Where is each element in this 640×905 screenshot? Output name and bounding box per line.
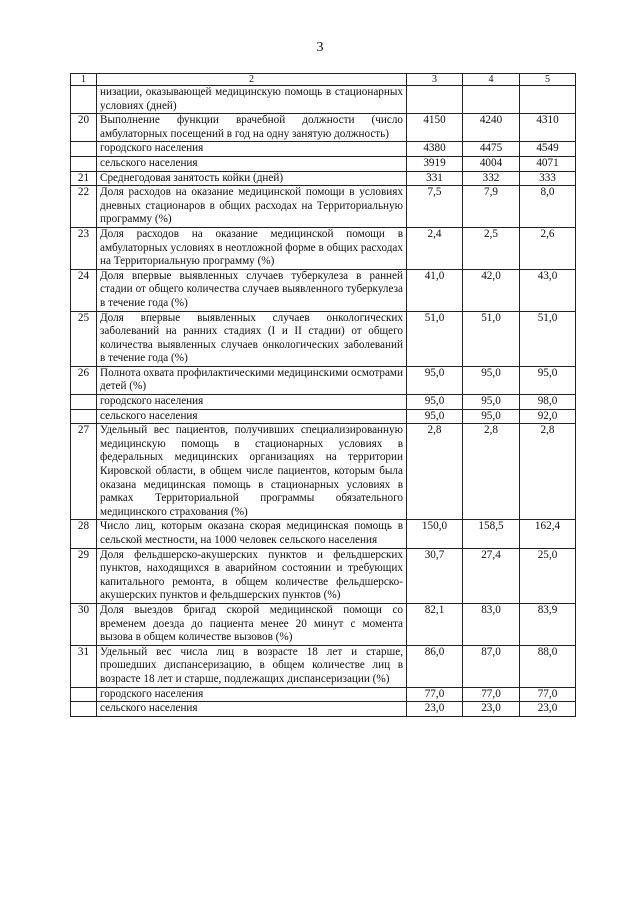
row-number (71, 687, 97, 702)
value-year-2: 2,5 (463, 227, 520, 269)
row-number: 22 (71, 186, 97, 228)
value-year-1: 4380 (407, 142, 463, 157)
value-year-3: 4071 (520, 156, 576, 171)
value-year-1: 331 (407, 171, 463, 186)
value-year-2: 83,0 (463, 603, 520, 645)
table-row (71, 548, 576, 603)
indicators-table (70, 73, 576, 717)
column-numbers-row (71, 74, 576, 86)
indicator-description: Полнота охвата профилактическими медицинскими осмотрами детей (%) (97, 366, 407, 394)
value-year-1: 95,0 (407, 395, 463, 410)
value-year-2: 95,0 (463, 366, 520, 394)
value-year-3: 8,0 (520, 186, 576, 228)
table-row (71, 409, 576, 424)
row-number: 28 (71, 520, 97, 548)
indicator-description: низации, оказывающей медицинскую помощь в стационарных условиях (дней) (97, 86, 407, 114)
value-year-3: 162,4 (520, 520, 576, 548)
value-year-1: 30,7 (407, 548, 463, 603)
indicator-description: Доля впервые выявленных случаев онкологических заболеваний на ранних стадиях (I и II стадии) от общего количества выявленных случаев онкологических заболеваний в течение года (%) (97, 311, 407, 366)
value-year-2: 4475 (463, 142, 520, 157)
table-row (71, 171, 576, 186)
indicator-description: городского населения (97, 687, 407, 702)
value-year-2: 23,0 (463, 702, 520, 717)
column-number: 5 (520, 74, 576, 86)
value-year-2: 27,4 (463, 548, 520, 603)
value-year-1: 82,1 (407, 603, 463, 645)
indicator-description: городского населения (97, 395, 407, 410)
value-year-1: 23,0 (407, 702, 463, 717)
value-year-3: 4310 (520, 114, 576, 142)
column-number: 1 (71, 74, 97, 86)
row-number: 24 (71, 269, 97, 311)
value-year-1: 41,0 (407, 269, 463, 311)
value-year-2: 42,0 (463, 269, 520, 311)
table-row (71, 114, 576, 142)
value-year-1: 150,0 (407, 520, 463, 548)
row-number: 25 (71, 311, 97, 366)
indicator-description: Удельный вес числа лиц в возрасте 18 лет и старше, прошедших диспансеризацию, в общем количестве лиц в возрасте 18 лет и старше, подлежащих диспансеризации (%) (97, 645, 407, 687)
table-row (71, 142, 576, 157)
row-number (71, 395, 97, 410)
value-year-1: 2,8 (407, 424, 463, 520)
value-year-3 (520, 86, 576, 114)
row-number (71, 142, 97, 157)
value-year-3: 43,0 (520, 269, 576, 311)
value-year-2: 7,9 (463, 186, 520, 228)
table-row (71, 520, 576, 548)
value-year-3: 2,8 (520, 424, 576, 520)
row-number: 21 (71, 171, 97, 186)
table-row (71, 424, 576, 520)
value-year-3: 333 (520, 171, 576, 186)
row-number: 23 (71, 227, 97, 269)
table-row (71, 86, 576, 114)
value-year-2: 2,8 (463, 424, 520, 520)
value-year-1: 2,4 (407, 227, 463, 269)
row-number: 30 (71, 603, 97, 645)
value-year-2: 51,0 (463, 311, 520, 366)
value-year-3: 2,6 (520, 227, 576, 269)
column-number: 4 (463, 74, 520, 86)
value-year-1 (407, 86, 463, 114)
value-year-2 (463, 86, 520, 114)
table-row (71, 702, 576, 717)
value-year-3: 83,9 (520, 603, 576, 645)
value-year-3: 4549 (520, 142, 576, 157)
value-year-3: 51,0 (520, 311, 576, 366)
value-year-3: 25,0 (520, 548, 576, 603)
value-year-1: 7,5 (407, 186, 463, 228)
value-year-1: 77,0 (407, 687, 463, 702)
indicator-description: Число лиц, которым оказана скорая медицинская помощь в сельской местности, на 1000 человек сельского населения (97, 520, 407, 548)
table-row (71, 156, 576, 171)
table-row (71, 395, 576, 410)
table-row (71, 311, 576, 366)
table-row (71, 366, 576, 394)
value-year-2: 4004 (463, 156, 520, 171)
indicator-description: сельского населения (97, 156, 407, 171)
row-number (71, 156, 97, 171)
value-year-2: 332 (463, 171, 520, 186)
indicator-description: сельского населения (97, 702, 407, 717)
table-row (71, 645, 576, 687)
row-number: 29 (71, 548, 97, 603)
row-number: 27 (71, 424, 97, 520)
table-row (71, 227, 576, 269)
value-year-3: 98,0 (520, 395, 576, 410)
value-year-1: 95,0 (407, 366, 463, 394)
value-year-3: 88,0 (520, 645, 576, 687)
column-number: 2 (97, 74, 407, 86)
page-number: 3 (316, 40, 324, 55)
value-year-2: 95,0 (463, 395, 520, 410)
indicator-description: Доля расходов на оказание медицинской помощи в условиях дневных стационаров в общих расходах на Территориальную программу (%) (97, 186, 407, 228)
value-year-2: 4240 (463, 114, 520, 142)
value-year-1: 3919 (407, 156, 463, 171)
indicator-description: городского населения (97, 142, 407, 157)
value-year-2: 95,0 (463, 409, 520, 424)
value-year-1: 4150 (407, 114, 463, 142)
column-number: 3 (407, 74, 463, 86)
table-row (71, 269, 576, 311)
indicator-description: Доля расходов на оказание медицинской помощи в амбулаторных условиях в неотложной форме в общих расходах на Территориальную программу (%) (97, 227, 407, 269)
indicator-description: Доля впервые выявленных случаев туберкулеза в ранней стадии от общего количества случаев выявленного туберкулеза в течение года (%) (97, 269, 407, 311)
table-row (71, 687, 576, 702)
indicator-description: сельского населения (97, 409, 407, 424)
indicator-description: Доля выездов бригад скорой медицинской помощи со временем доезда до пациента менее 20 минут с момента вызова в общем количестве вызовов (%) (97, 603, 407, 645)
row-number: 26 (71, 366, 97, 394)
indicator-description: Среднегодовая занятость койки (дней) (97, 171, 407, 186)
value-year-3: 92,0 (520, 409, 576, 424)
value-year-3: 95,0 (520, 366, 576, 394)
value-year-2: 158,5 (463, 520, 520, 548)
value-year-2: 77,0 (463, 687, 520, 702)
value-year-3: 23,0 (520, 702, 576, 717)
table-row (71, 186, 576, 228)
value-year-1: 86,0 (407, 645, 463, 687)
value-year-3: 77,0 (520, 687, 576, 702)
row-number: 31 (71, 645, 97, 687)
table-row (71, 603, 576, 645)
value-year-1: 51,0 (407, 311, 463, 366)
value-year-1: 95,0 (407, 409, 463, 424)
indicator-description: Удельный вес пациентов, получивших специализированную медицинскую помощь в стационарных условиях в федеральных медицинских организациях на территории Кировской области, в общем числе пациентов, которым была оказана медицинская помощь в стационарных условиях в рамках Территориальной программы обязательного медицинского страхования (%) (97, 424, 407, 520)
row-number (71, 409, 97, 424)
row-number: 20 (71, 114, 97, 142)
row-number (71, 86, 97, 114)
indicator-description: Выполнение функции врачебной должности (число амбулаторных посещений в год на одну занятую должность) (97, 114, 407, 142)
value-year-2: 87,0 (463, 645, 520, 687)
indicator-description: Доля фельдшерско-акушерских пунктов и фельдшерских пунктов, находящихся в аварийном состоянии и требующих капитального ремонта, в общем количестве фельдшерско-акушерских пунктов и фельдшерских пунктов (%) (97, 548, 407, 603)
row-number (71, 702, 97, 717)
